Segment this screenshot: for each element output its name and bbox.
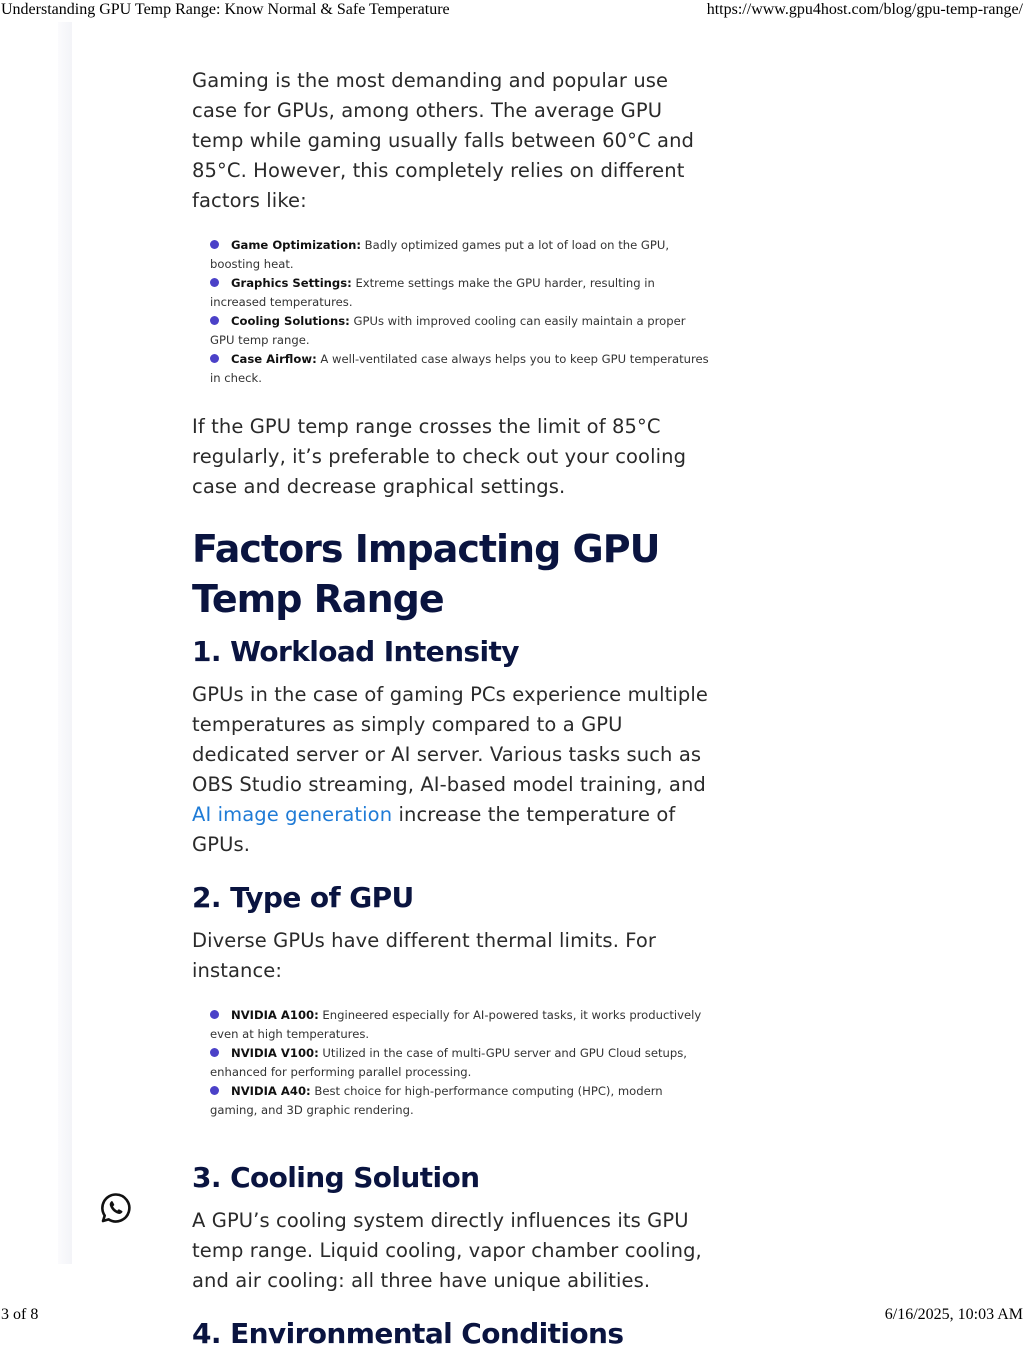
list-item: NVIDIA A100: Engineered especially for AI-powered tasks, it works productively even at high temperatures. [210, 1008, 702, 1041]
gpu-list [192, 1006, 710, 1120]
list-item: Graphics Settings: Extreme settings make the GPU harder, resulting in increased temperatures. [210, 276, 655, 309]
intro-paragraph: Gaming is the most demanding and popular use case for GPUs, among others. The average GPU temp while gaming usually falls between 60°C and 85°C. However, this completely relies on different factors like: [192, 69, 695, 212]
bullet-dot [210, 240, 219, 249]
list-item: NVIDIA A40: Best choice for high-performance computing (HPC), modern gaming, and 3D graphic rendering. [210, 1084, 663, 1117]
gpu-type-heading: 2. Type of GPU [192, 881, 414, 914]
section-title: Factors Impacting GPU Temp Range [192, 527, 660, 621]
list-item: Case Airflow: A well-ventilated case always helps you to keep GPU temperatures in check. [210, 352, 709, 385]
cooling-heading: 3. Cooling Solution [192, 1161, 480, 1194]
list-item: Cooling Solutions: GPUs with improved cooling can easily maintain a proper GPU temp range. [210, 314, 686, 347]
workload-paragraph: GPUs in the case of gaming PCs experience multiple temperatures as simply compared to a GPU dedicated server or AI server. Various tasks such as OBS Studio streaming, AI-based model training, and AI image generation increase the temperature of GPUs. [192, 683, 709, 856]
side-shade [58, 22, 72, 1264]
bullet-dot [210, 1048, 219, 1057]
print-url: https://www.gpu4host.com/blog/gpu-temp-range/ [706, 1, 1023, 18]
whatsapp-icon[interactable] [100, 1192, 132, 1224]
bullet-dot [210, 1086, 219, 1095]
print-datetime: 6/16/2025, 10:03 AM [884, 1306, 1023, 1323]
cooling-paragraph: A GPU’s cooling system directly influences its GPU temp range. Liquid cooling, vapor chamber cooling, and air cooling: all three have unique abilities. [192, 1209, 702, 1292]
print-header [0, 0, 1024, 22]
article-column [192, 22, 712, 1352]
factors-list [192, 236, 710, 388]
list-item: Game Optimization: Badly optimized games put a lot of load on the GPU, boosting heat. [210, 238, 670, 271]
bullet-dot [210, 1010, 219, 1019]
list-item: NVIDIA V100: Utilized in the case of multi-GPU server and GPU Cloud setups, enhanced for performing parallel processing. [210, 1046, 687, 1079]
bullet-dot [210, 316, 219, 325]
after-list-paragraph: If the GPU temp range crosses the limit of 85°C regularly, it’s preferable to check out your cooling case and decrease graphical settings. [192, 415, 687, 498]
environment-heading: 4. Environmental Conditions [192, 1317, 624, 1350]
ai-image-generation-link[interactable]: AI image generation [192, 803, 393, 826]
bullet-dot [210, 278, 219, 287]
workload-heading: 1. Workload Intensity [192, 635, 519, 668]
print-footer [0, 1305, 1024, 1325]
gpu-type-paragraph: Diverse GPUs have different thermal limits. For instance: [192, 929, 657, 982]
bullet-dot [210, 354, 219, 363]
page-number: 3 of 8 [1, 1306, 39, 1323]
print-title: Understanding GPU Temp Range: Know Normal & Safe Temperature [1, 1, 450, 18]
